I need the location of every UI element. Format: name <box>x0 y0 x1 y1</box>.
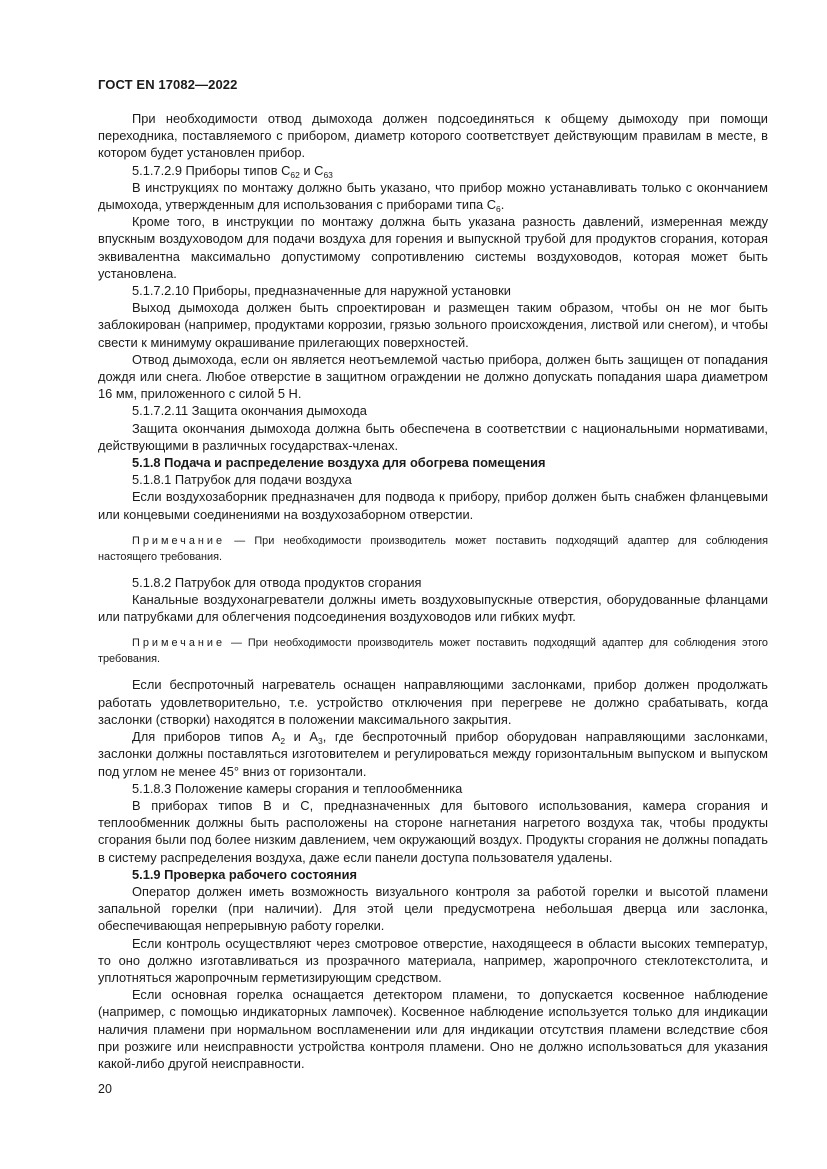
clause-heading: 5.1.8.2 Патрубок для отвода продуктов сгорания <box>132 574 422 590</box>
paragraph: Если воздухозаборник предназначен для подвода к прибору, прибор должен быть снабжен фланцевыми или концевыми соединениями на воздухозаборном отверстии. <box>98 489 768 522</box>
document-header: ГОСТ EN 17082—2022 <box>98 77 238 92</box>
paragraph: В инструкциях по монтажу должно быть указано, что прибор можно устанавливать только с окончанием дымохода, утвержденным для использования с приборами типа $С_6$. <box>98 179 768 215</box>
clause-heading: 5.1.7.2.10 Приборы, предназначенные для наружной установки <box>132 283 511 299</box>
paragraph: Если основная горелка оснащается детектором пламени, то допускается косвенное наблюдение (например, с помощью индикаторных лампочек). Косвенное наблюдение используется только для индикации наличия пламени при нормальном воспламенении или для индикации отсутствия пламени вследствие сбоя при розжиге или неисправности устройства контроля пламени. Оно не должно использоваться для указания какой-либо другой неисправности. <box>98 987 768 1071</box>
paragraph: Если контроль осуществляют через смотровое отверстие, находящееся в области высоких температур, то оно должно изготавливаться из прозрачного материала, например, жаропрочного стеклотекстолита, и уплотняться жаропрочным герметизирующим средством. <box>98 935 768 985</box>
paragraph: При необходимости отвод дымохода должен подсоединяться к общему дымоходу при помощи переходника, поставляемого с прибором, диаметр которого соответствует действующим правилам в месте, в котором будет установлен прибор. <box>98 111 768 161</box>
note: Примечание — При необходимости производитель может поставить подходящий адаптер для соблюдения настоящего требования. <box>98 534 768 563</box>
document-body <box>98 110 768 1072</box>
note: Примечание — При необходимости производитель может поставить подходящий адаптер для соблюдения этого требования. <box>98 637 768 666</box>
paragraph: Отвод дымохода, если он является неотъемлемой частью прибора, должен быть защищен от попадания дождя или снега. Любое отверстие в защитном ограждении не должно допускать попадания шара диаметром 16 мм, приложенного с силой 5 Н. <box>98 351 768 402</box>
clause-heading: 5.1.7.2.11 Защита окончания дымохода <box>132 403 367 419</box>
section-heading: 5.1.8 Подача и распределение воздуха для обогрева помещения <box>132 455 546 471</box>
paragraph: В приборах типов В и С, предназначенных для бытового использования, камера сгорания и теплообменник должны быть расположены на стороне нагнетания нагретого воздуха так, чтобы продукты сгорания были под более низким давлением, чем окружающий воздух. Продукты сгорания не должны попадать в систему распределения воздуха, даже если панели доступа пользователя удалены. <box>98 797 768 865</box>
paragraph: Канальные воздухонагреватели должны иметь воздуховыпускные отверстия, оборудованные фланцами или патрубками для облегчения подсоединения воздуховодов или гибких муфт. <box>98 592 768 625</box>
clause-heading: 5.1.8.3 Положение камеры сгорания и теплообменника <box>132 780 463 796</box>
section-heading: 5.1.9 Проверка рабочего состояния <box>132 866 357 882</box>
clause-heading: 5.1.8.1 Патрубок для подачи воздуха <box>132 472 352 488</box>
paragraph: Кроме того, в инструкции по монтажу должна быть указана разность давлений, измеренная между впускным воздуховодом для подачи воздуха для горения и выпускной трубой для продуктов сгорания, которая эквивалентна максимально допустимому сопротивлению системы воздуховодов, которая может быть установлена. <box>98 214 768 281</box>
clause-heading: 5.1.7.2.9 Приборы типов $С_{62}$ и $С_{63}$ <box>132 162 333 180</box>
page-number: 20 <box>98 1082 112 1096</box>
note-label: Примечание <box>132 637 226 650</box>
paragraph: Если беспроточный нагреватель оснащен направляющими заслонками, прибор должен продолжать работать удовлетворительно, т.е. устройство отключения при перегреве не должно срабатывать, когда заслонки (створки) находятся в положении максимального закрытия. <box>98 677 768 727</box>
paragraph: Защита окончания дымохода должна быть обеспечена в соответствии с национальными нормативами, действующими в различных государствах-членах. <box>98 420 768 453</box>
note-label: Примечание <box>132 534 226 547</box>
paragraph: Оператор должен иметь возможность визуального контроля за работой горелки и высотой пламени запальной горелки (при наличии). Для этой цели предусмотрена небольшая дверца или заслонка, обеспечивающая непрерывную работу горелки. <box>98 883 768 934</box>
paragraph: Выход дымохода должен быть спроектирован и размещен таким образом, чтобы он не мог быть заблокирован (например, продуктами коррозии, грязью зольного происхождения, листвой или снегом), и чтобы свести к минимуму окрашивание прилегающих поверхностей. <box>98 300 768 350</box>
paragraph: Для приборов типов $А_2$ и $А_3$, где беспроточный прибор оборудован направляющими заслонками, заслонки должны поставляться изготовителем и регулироваться между горизонтальным выпуском и выпуском под углом не менее 45° вниз от горизонтали. <box>98 729 768 779</box>
